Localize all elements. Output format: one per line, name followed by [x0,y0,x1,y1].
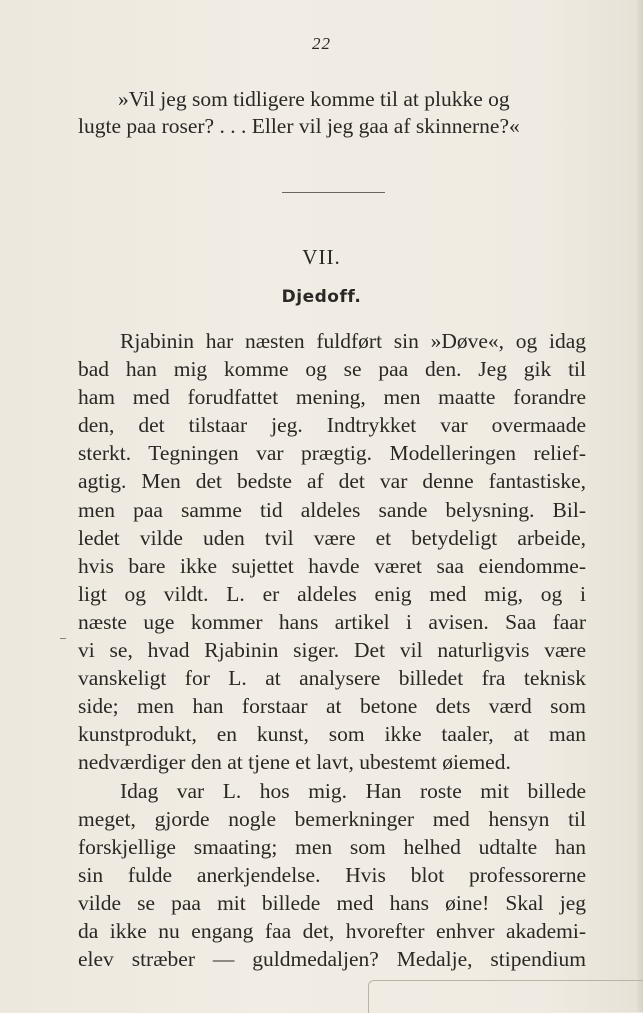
text-line: men paa samme tid aldeles sande belysning. Bil- [78,497,586,522]
body-text [78,327,586,973]
section-divider [282,192,385,193]
text-line: næste uge kommer hans artikel i avisen. Saa faar [78,609,586,634]
text-line: da ikke nu engang faa det, hvorefter enhver akademi- [78,918,586,943]
text-line: agtig. Men det bedste af det var denne fantastiske, [78,469,586,494]
text-line: nedværdiger den at tjene et lavt, ubestemt øiemed. [78,750,511,775]
text-line: vanskeligt for L. at analysere billedet fra teknisk [78,666,586,691]
opening-quote [78,86,586,140]
text-line: ham med forudfattet mening, men maatte forandre [78,385,586,410]
chapter-numeral: VII. [302,245,341,269]
chapter-title: Djedoff. [281,287,362,307]
text-line: Idag var L. hos mig. Han roste mit billede [120,778,586,803]
page-corner-fold [368,980,643,1013]
text-line: vilde se paa mit billede med hans øine! Skal jeg [78,890,586,915]
text-line: ligt og vildt. L. er aldeles enig med mig, og i [78,581,586,606]
quote-line: »Vil jeg som tidligere komme til at plukke og [118,87,510,111]
margin-mark [60,638,66,639]
text-line: sin fulde anerkjendelse. Hvis blot professorerne [78,862,586,887]
text-line: forskjellige smaating; men som helhed udtalte han [78,834,586,859]
page-number: 22 [312,34,331,53]
text-line: side; men han forstaar at betone dets værd som [78,694,586,719]
text-line: kunstprodukt, en kunst, som ikke taaler, at man [78,722,586,747]
text-line: bad han mig komme og se paa den. Jeg gik til [78,357,586,382]
text-line: vi se, hvad Rjabinin siger. Det vil naturligvis være [78,638,586,663]
text-line: ledet vilde uden tvil være et betydeligt arbeide, [78,525,586,550]
quote-line: lugte paa roser? . . . Eller vil jeg gaa af skinnerne?« [78,114,520,138]
page-edge [637,0,643,1012]
text-line: den, det tilstaar jeg. Indtrykket var overmaade [78,413,586,438]
text-line: sterkt. Tegningen var prægtig. Modelleringen relief- [78,441,586,466]
text-line: hvis bare ikke sujettet havde været saa eiendomme- [78,553,586,578]
text-line: elev stræber — guldmedaljen? Medalje, stipendium [78,947,586,972]
text-line: meget, gjorde nogle bemerkninger med hensyn til [78,806,586,831]
text-line: Rjabinin har næsten fuldført sin »Døve«, og idag [120,329,586,353]
